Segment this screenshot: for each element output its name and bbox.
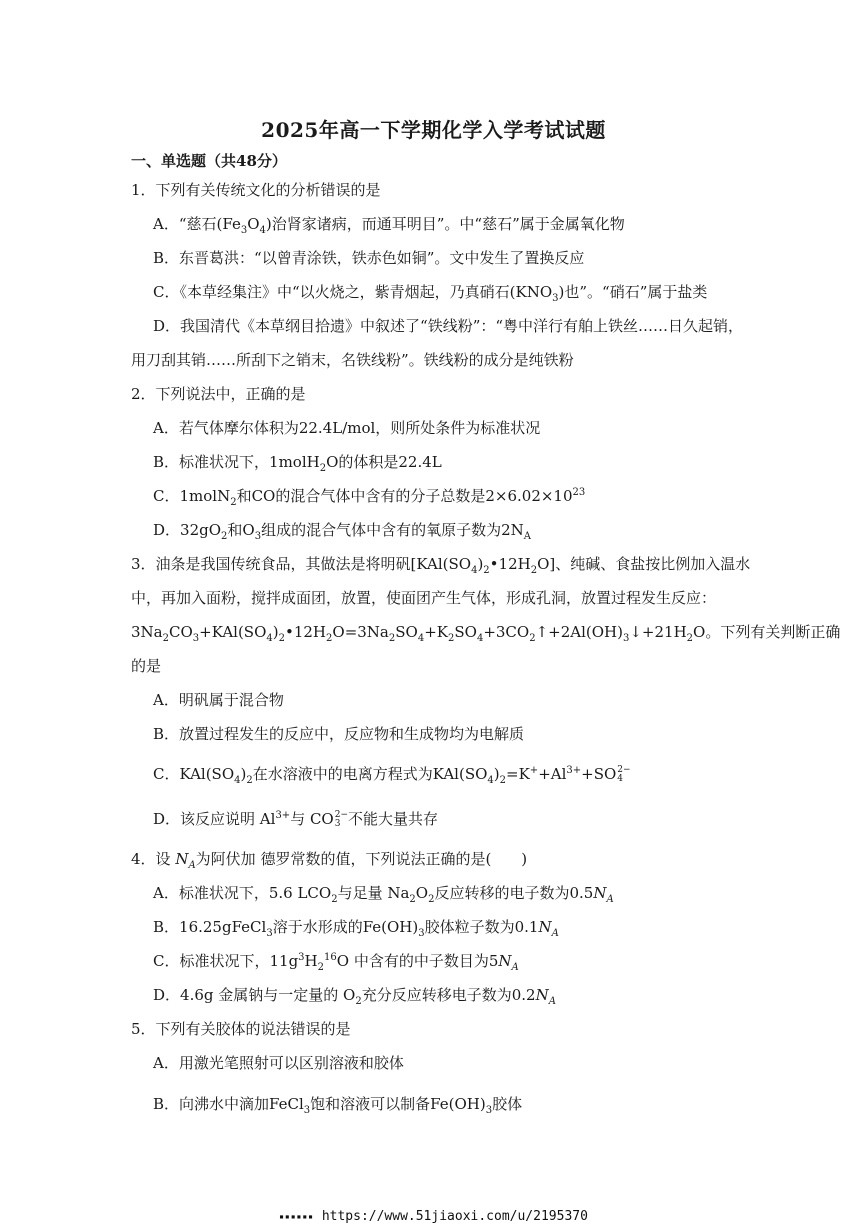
q2-option-c: C．1molN$_2$和CO的混合气体中含有的分子总数是$2\times 6.02\times 10^{23}$: [153, 487, 586, 508]
q1-option-b: B．东晋葛洪：“以曾青涂铁，铁赤色如铜”。文中发生了置换反应: [153, 249, 585, 267]
q3-option-c: C．$KAl(SO_4)_2$在水溶液中的电离方程式为$KAl(SO_4)_2=K^++Al^{3+}+SO$ 2− 4: [153, 765, 631, 786]
section-heading: 一、单选题（共48分）: [131, 152, 287, 170]
equation-segment: 3Na: [131, 623, 163, 641]
q5-stem: 5．下列有关胶体的说法错误的是: [131, 1020, 351, 1038]
equation-segment: SO: [395, 623, 418, 641]
equation-segment: 4: [266, 633, 273, 644]
footer-url[interactable]: [0, 1209, 867, 1224]
q3-stem-line1: 3．油条是我国传统食品，其做法是将明矾$[KAl(SO_4)_2•12H_2O]$、纯碱、食盐按比例加入温水: [131, 555, 751, 576]
equation-segment: 2: [686, 633, 694, 644]
equation-segment: +K: [424, 623, 448, 641]
equation-segment: 2: [326, 633, 333, 644]
equation-segment: ↓+21H: [629, 623, 687, 641]
equation-segment: 2: [162, 633, 169, 644]
q3-stem-line2: 中，再加入面粉，搅拌成面团，放置，使面团产生气体，形成孔洞，放置过程发生反应：: [131, 589, 717, 607]
q4-option-b: B．16.25gFeCl$_3$溶于水形成的$Fe(OH)_3$胶体粒子数为$0.1N_A$: [153, 918, 559, 939]
q5-option-a: A．用激光笔照射可以区别溶液和胶体: [153, 1054, 404, 1072]
q5-option-b: B．向沸水中滴加FeCl$_3$饱和溶液可以制备$Fe(OH)_3$胶体: [153, 1095, 523, 1116]
q2-option-d: D．$32gO_2$和$O_3$组成的混合气体中含有的氧原子数为$2N_A$: [153, 521, 531, 542]
equation-segment: 3: [192, 633, 200, 644]
equation-segment: +KAl(SO: [199, 623, 267, 641]
equation-segment: SO: [454, 623, 477, 641]
equation-segment: 2: [447, 633, 455, 644]
equation-segment: ): [272, 623, 279, 641]
equation-segment: 2: [278, 633, 285, 644]
equation-segment: 2: [529, 633, 536, 644]
equation-segment: O。下列有关判断正确: [693, 623, 841, 641]
q2-option-a: A．若气体摩尔体积为22.4L/mol，则所处条件为标准状况: [153, 419, 541, 437]
q3-option-b: B．放置过程发生的反应中，反应物和生成物均为电解质: [153, 725, 525, 743]
equation-segment: 4: [476, 633, 484, 644]
exam-title: 2025年高一下学期化学入学考试试题: [261, 118, 606, 142]
equation-segment: O=3Na: [332, 623, 389, 641]
footer-dots: ▪▪▪▪▪▪: [279, 1212, 314, 1221]
equation-segment: 2: [388, 633, 396, 644]
q2-stem: 2．下列说法中，正确的是: [131, 385, 306, 403]
q2-option-b: B．标准状况下，1molH$_2$O的体积是22.4L: [153, 453, 442, 474]
q4-option-a: A．标准状况下，5.6 $LCO_2$与足量 $Na_2O_2$反应转移的电子数为$0.5N_A$: [153, 884, 614, 905]
q3-option-a: A．明矾属于混合物: [153, 691, 284, 709]
footer-link[interactable]: https://www.51jiaoxi.com/u/2195370: [321, 1209, 588, 1224]
q1-stem: 1．下列有关传统文化的分析错误的是: [131, 181, 381, 199]
q4-option-d: D．4.6g 金属钠与一定量的 $O_2$充分反应转移电子数为$0.2N_A$: [153, 986, 556, 1007]
equation-segment: +3CO: [483, 623, 530, 641]
q1-option-c: C．《本草经集注》中“以火烧之，紫青烟起，乃真硝石$(KNO_3)$也”。“硝石”属于盐类: [153, 283, 708, 304]
equation-segment: 3: [622, 633, 630, 644]
q4-option-c: C．标准状况下，$11g^3H_2^{16}O$ 中含有的中子数目为$5N_A$: [153, 952, 519, 973]
equation-segment: 4: [417, 633, 425, 644]
q3-stem-line4: 的是: [131, 657, 162, 675]
q3-option-d: D．该反应说明 $Al^{3+}$与 CO 2− 3 不能大量共存: [153, 810, 439, 829]
equation-segment: •12H: [285, 623, 327, 641]
equation-segment: ↑+2Al(OH): [535, 623, 623, 641]
q1-option-d: D．我国清代《本草纲目拾遗》中叙述了“铁线粉”：“粤中洋行有舶上铁丝……日久起销，: [153, 317, 744, 335]
equation-segment: CO: [169, 623, 193, 641]
q3-equation: [131, 622, 840, 642]
q1-option-d-cont: 用刀刮其销……所刮下之销末，名铁线粉”。铁线粉的成分是纯铁粉: [131, 351, 574, 369]
q1-option-a: A．“慈石$(Fe_3O_4)$治肾家诸病，而通耳明目”。中“慈石”属于金属氧化物: [153, 215, 625, 236]
q4-stem: 4．设 $N_A$为阿伏加 德罗常数的值，下列说法正确的是( ): [131, 850, 528, 871]
